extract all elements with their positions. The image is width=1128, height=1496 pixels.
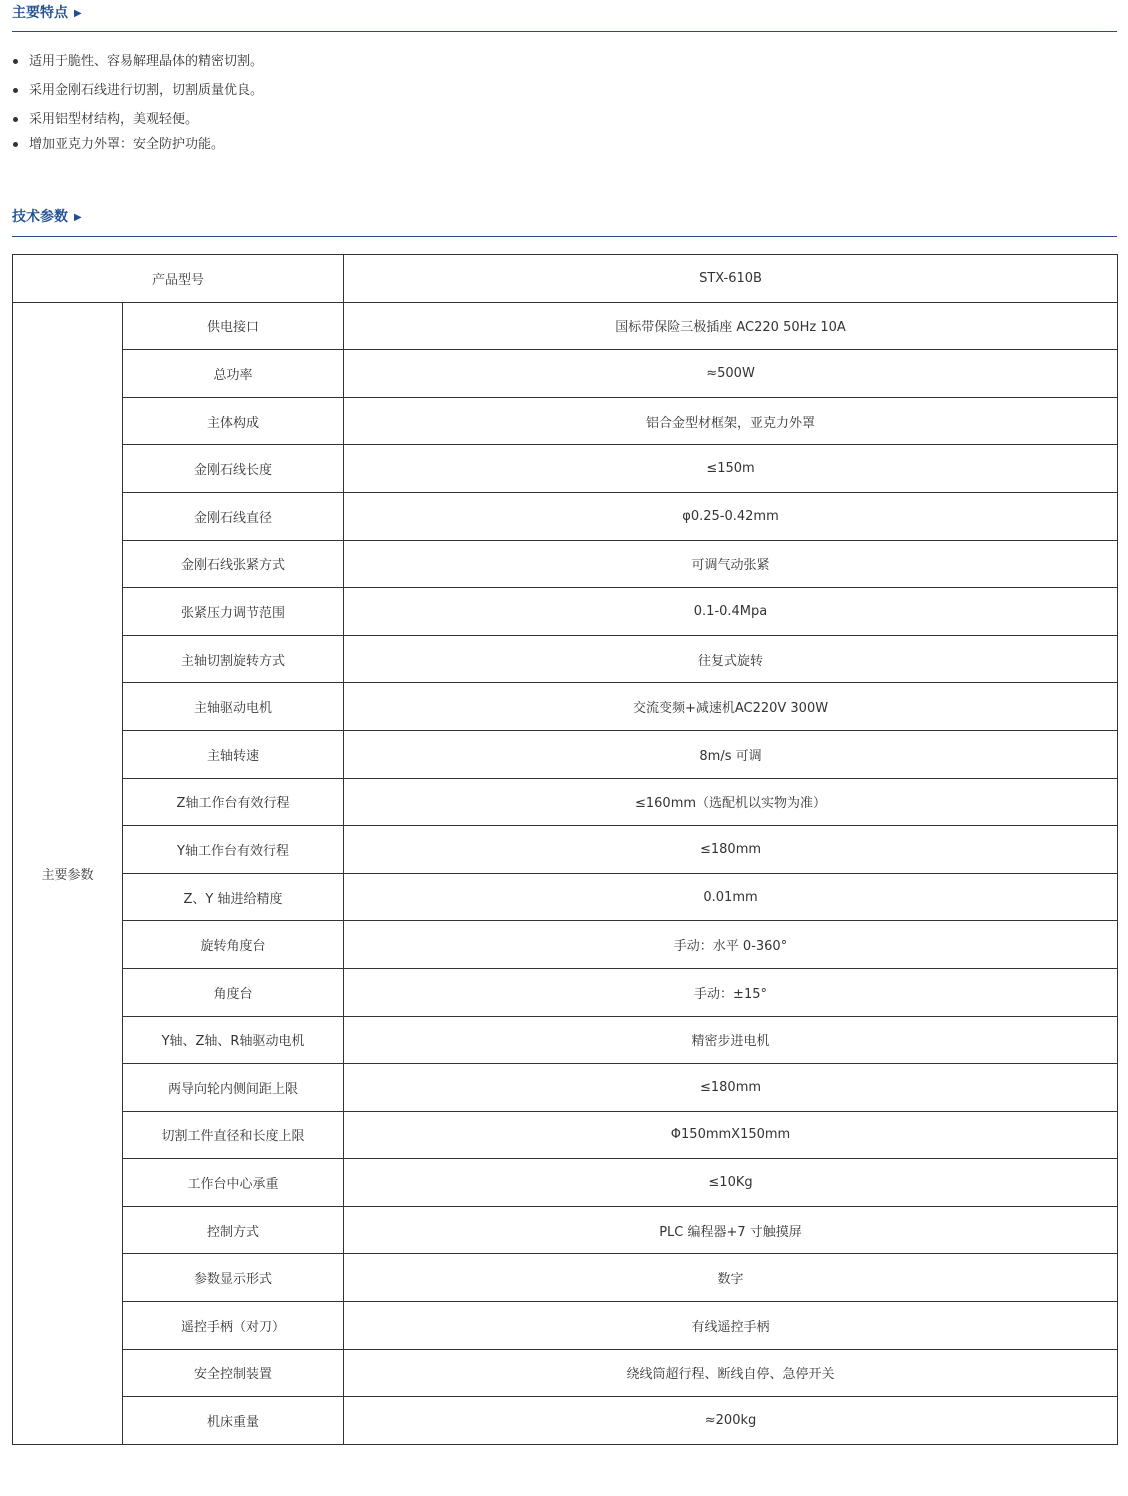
spec-table (12, 254, 1118, 1445)
feature-item: 增加亚克力外罩：安全防护功能。 (12, 134, 263, 159)
param-label-cell: 角度台 (123, 968, 344, 1016)
table-row (13, 826, 1118, 874)
table-row (13, 1016, 1118, 1064)
param-value-cell: Φ150mmX150mm (344, 1111, 1118, 1159)
param-value-cell: ≤180mm (344, 1064, 1118, 1112)
table-row (13, 445, 1118, 493)
param-label-cell: 主轴切割旋转方式 (123, 635, 344, 683)
param-value-cell: ≤150m (344, 445, 1118, 493)
table-row (13, 492, 1118, 540)
table-row (13, 302, 1118, 350)
param-value-cell: 铝合金型材框架，亚克力外罩 (344, 397, 1118, 445)
param-value-cell: ≤10Kg (344, 1159, 1118, 1207)
table-row (13, 683, 1118, 731)
param-value-cell: 往复式旋转 (344, 635, 1118, 683)
param-value-cell: ≤160mm（选配机以实物为准） (344, 778, 1118, 826)
param-label-cell: Y轴工作台有效行程 (123, 826, 344, 874)
table-row (13, 921, 1118, 969)
features-title-text: 主要特点 (12, 5, 68, 21)
param-value-cell: PLC 编程器+7 寸触摸屏 (344, 1206, 1118, 1254)
table-row (13, 730, 1118, 778)
table-row (13, 255, 1118, 303)
play-arrow-icon: ▶ (74, 212, 82, 223)
table-row (13, 1302, 1118, 1350)
param-value-cell: 8m/s 可调 (344, 730, 1118, 778)
param-value-cell: 0.01mm (344, 873, 1118, 921)
param-label-cell: 控制方式 (123, 1206, 344, 1254)
model-label-cell: 产品型号 (13, 255, 344, 303)
param-label-cell: 金刚石线张紧方式 (123, 540, 344, 588)
table-row (13, 778, 1118, 826)
feature-item: 采用铝型材结构，美观轻便。 (12, 109, 263, 134)
param-label-cell: Z轴工作台有效行程 (123, 778, 344, 826)
param-label-cell: 张紧压力调节范围 (123, 588, 344, 636)
param-value-cell: 手动：±15° (344, 968, 1118, 1016)
param-label-cell: 主体构成 (123, 397, 344, 445)
param-value-cell: 精密步进电机 (344, 1016, 1118, 1064)
param-label-cell: 两导向轮内侧间距上限 (123, 1064, 344, 1112)
params-title-text: 技术参数 (12, 209, 68, 225)
features-list (12, 51, 263, 159)
param-value-cell: φ0.25-0.42mm (344, 492, 1118, 540)
table-row (13, 540, 1118, 588)
table-row (13, 588, 1118, 636)
table-row (13, 397, 1118, 445)
feature-item: 适用于脆性、容易解理晶体的精密切割。 (12, 51, 263, 80)
table-row (13, 635, 1118, 683)
model-value-cell: STX-610B (344, 255, 1118, 303)
table-row (13, 1064, 1118, 1112)
param-label-cell: 工作台中心承重 (123, 1159, 344, 1207)
param-label-cell: 遥控手柄（对刀） (123, 1302, 344, 1350)
param-value-cell: ≤180mm (344, 826, 1118, 874)
table-row (13, 1254, 1118, 1302)
table-row (13, 1397, 1118, 1445)
param-label-cell: 旋转角度台 (123, 921, 344, 969)
param-value-cell: 有线遥控手柄 (344, 1302, 1118, 1350)
table-row (13, 350, 1118, 398)
param-value-cell: 交流变频+减速机AC220V 300W (344, 683, 1118, 731)
param-value-cell: 0.1-0.4Mpa (344, 588, 1118, 636)
param-value-cell: 数字 (344, 1254, 1118, 1302)
param-label-cell: 安全控制装置 (123, 1349, 344, 1397)
param-label-cell: Y轴、Z轴、R轴驱动电机 (123, 1016, 344, 1064)
table-row (13, 1206, 1118, 1254)
feature-item: 采用金刚石线进行切割，切割质量优良。 (12, 80, 263, 109)
group-label-cell: 主要参数 (13, 302, 123, 1444)
param-value-cell: ≈500W (344, 350, 1118, 398)
param-label-cell: Z、Y 轴进给精度 (123, 873, 344, 921)
features-section-header (12, 0, 1117, 32)
param-value-cell: ≈200kg (344, 1397, 1118, 1445)
features-title (12, 2, 82, 22)
param-value-cell: 可调气动张紧 (344, 540, 1118, 588)
table-row (13, 1349, 1118, 1397)
param-value-cell: 绕线筒超行程、断线自停、急停开关 (344, 1349, 1118, 1397)
params-title (12, 206, 82, 226)
params-section-header (12, 205, 1117, 237)
param-value-cell: 国标带保险三极插座 AC220 50Hz 10A (344, 302, 1118, 350)
param-label-cell: 金刚石线直径 (123, 492, 344, 540)
param-label-cell: 总功率 (123, 350, 344, 398)
play-arrow-icon: ▶ (74, 8, 82, 19)
param-value-cell: 手动：水平 0-360° (344, 921, 1118, 969)
param-label-cell: 主轴驱动电机 (123, 683, 344, 731)
param-label-cell: 机床重量 (123, 1397, 344, 1445)
table-row (13, 1111, 1118, 1159)
param-label-cell: 主轴转速 (123, 730, 344, 778)
table-row (13, 873, 1118, 921)
param-label-cell: 切割工件直径和长度上限 (123, 1111, 344, 1159)
param-label-cell: 金刚石线长度 (123, 445, 344, 493)
param-label-cell: 供电接口 (123, 302, 344, 350)
table-row (13, 1159, 1118, 1207)
param-label-cell: 参数显示形式 (123, 1254, 344, 1302)
table-row (13, 968, 1118, 1016)
